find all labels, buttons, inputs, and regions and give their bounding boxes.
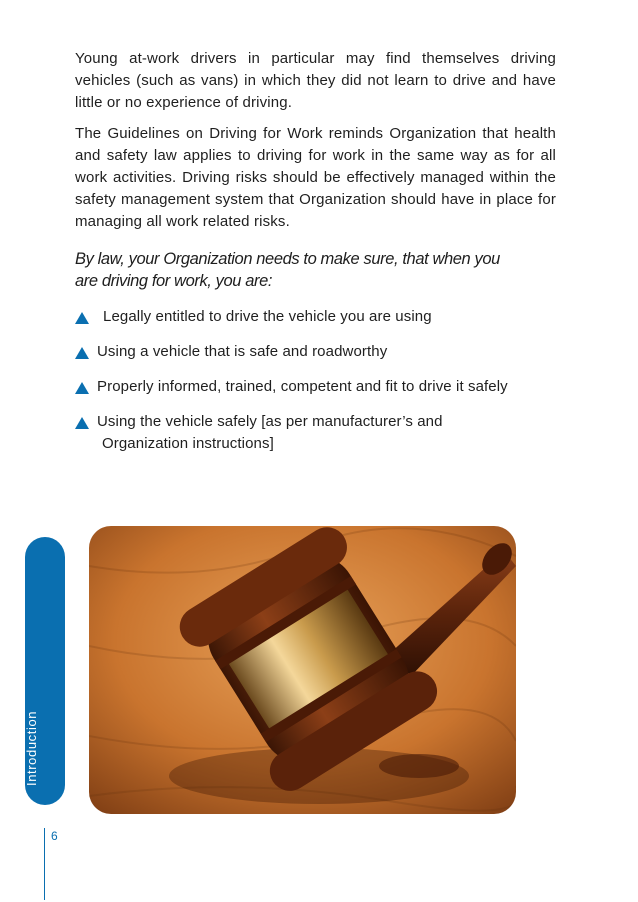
footer-rule — [44, 828, 45, 900]
section-tab-label: Introduction — [24, 710, 39, 786]
gavel-illustration — [89, 526, 516, 814]
gavel-photo — [89, 526, 516, 814]
lead-line-1: By law, your Organization needs to make sure, that when you — [75, 249, 500, 268]
list-item-text: Legally entitled to drive the vehicle you are using — [103, 307, 432, 325]
page-number: 6 — [51, 829, 58, 843]
list-item-text: Using the vehicle safely [as per manufacturer’s and — [97, 412, 443, 430]
requirements-list — [75, 306, 575, 455]
lead-statement — [75, 248, 556, 292]
list-item — [75, 341, 575, 363]
paragraph-guidelines: The Guidelines on Driving for Work reminds Organization that health and safety law applies to driving for work in the same way as for all work activities. Driving risks should be effectively managed within the safety management system that Organization should have in place for managing all work related risks. — [75, 124, 556, 231]
triangle-bullet-icon — [75, 382, 89, 394]
main-content — [75, 48, 556, 468]
list-item — [75, 411, 575, 455]
lead-line-2: are driving for work, you are: — [75, 271, 273, 290]
list-item-text: Using a vehicle that is safe and roadworthy — [97, 342, 388, 360]
triangle-bullet-icon — [75, 312, 89, 324]
list-item — [75, 376, 575, 398]
list-item-text: Properly informed, trained, competent and fit to drive it safely — [97, 377, 508, 395]
paragraph-young-drivers: Young at-work drivers in particular may find themselves driving vehicles (such as vans) in which they did not learn to drive and have little or no experience of driving. — [75, 50, 556, 112]
list-item-text-continued: Organization instructions] — [102, 434, 274, 452]
list-item — [75, 306, 575, 328]
triangle-bullet-icon — [75, 417, 89, 429]
triangle-bullet-icon — [75, 347, 89, 359]
